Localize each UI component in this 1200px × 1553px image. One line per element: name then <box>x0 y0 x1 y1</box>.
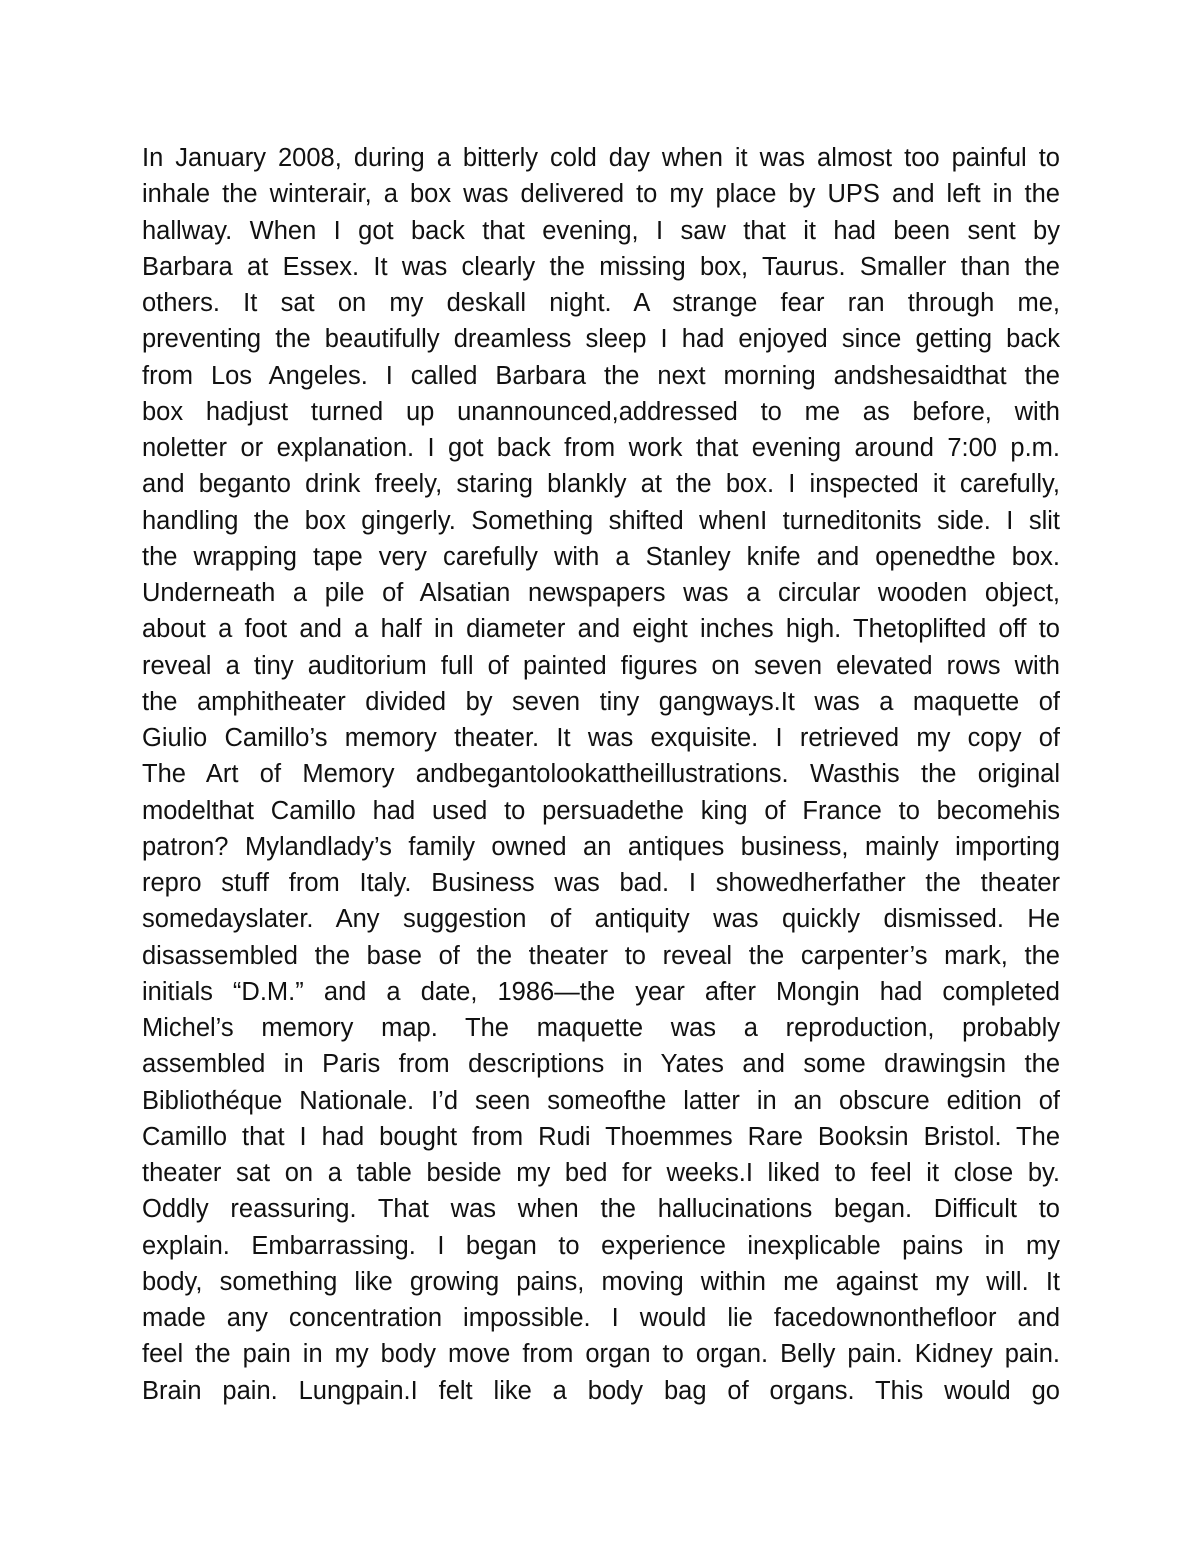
text-line: explain. Embarrassing. I began to experience inexplicable pains in my <box>142 1231 1060 1260</box>
text-line: Bibliothéque Nationale. I’d seen someofthe latter in an obscure edition of <box>142 1086 1060 1115</box>
body-paragraph <box>142 140 1060 1409</box>
text-line: initials “D.M.” and a date, 1986—the year after Mongin had completed <box>142 977 1060 1006</box>
text-line: Giulio Camillo’s memory theater. It was exquisite. I retrieved my copy of <box>142 724 1060 752</box>
text-line: and beganto drink freely, staring blankly at the box. I inspected it carefully, <box>142 470 1060 499</box>
text-line: the wrapping tape very carefully with a Stanley knife and openedthe box. <box>142 542 1060 571</box>
text-line: Underneath a pile of Alsatian newspapers was a circular wooden object, <box>142 579 1060 607</box>
text-line: Oddly reassuring. That was when the hallucinations began. Difficult to <box>142 1195 1060 1224</box>
text-line: about a foot and a half in diameter and eight inches high. Thetoplifted off to <box>142 615 1060 644</box>
text-line: patron? Mylandlady’s family owned an antiques business, mainly importing <box>142 832 1060 861</box>
text-line: reveal a tiny auditorium full of painted figures on seven elevated rows with <box>142 651 1060 680</box>
text-line: hallway. When I got back that evening, I saw that it had been sent by <box>142 216 1060 245</box>
text-line: box hadjust turned up unannounced,addressed to me as before, with <box>142 397 1060 426</box>
text-line: Brain pain. Lungpain.I felt like a body bag of organs. This would go <box>142 1376 1060 1405</box>
text-line: In January 2008, during a bitterly cold day when it was almost too painful to <box>142 144 1060 172</box>
text-line: feel the pain in my body move from organ to organ. Belly pain. Kidney pain. <box>142 1340 1060 1369</box>
text-line: repro stuff from Italy. Business was bad. I showedherfather the theater <box>142 869 1060 897</box>
text-line: inhale the winterair, a box was delivered to my place by UPS and left in the <box>142 180 1060 209</box>
text-line: Michel’s memory map. The maquette was a reproduction, probably <box>142 1014 1060 1042</box>
text-line: noletter or explanation. I got back from work that evening around 7:00 p.m. <box>142 434 1060 462</box>
text-line: The Art of Memory andbegantolookattheillustrations. Wasthis the original <box>142 760 1060 789</box>
text-line: from Los Angeles. I called Barbara the next morning andshesaidthat the <box>142 361 1060 390</box>
text-line: preventing the beautifully dreamless sleep I had enjoyed since getting back <box>142 325 1060 354</box>
text-line: somedayslater. Any suggestion of antiquity was quickly dismissed. He <box>142 905 1060 934</box>
text-line: the amphitheater divided by seven tiny gangways.It was a maquette of <box>142 687 1060 716</box>
text-line: others. It sat on my deskall night. A strange fear ran through me, <box>142 289 1060 317</box>
text-line: body, something like growing pains, moving within me against my will. It <box>142 1267 1060 1296</box>
text-line: Camillo that I had bought from Rudi Thoemmes Rare Booksin Bristol. The <box>142 1122 1060 1151</box>
text-line: handling the box gingerly. Something shifted whenI turneditonits side. I slit <box>142 506 1060 535</box>
text-line: modelthat Camillo had used to persuadethe king of France to becomehis <box>142 796 1060 825</box>
text-line: disassembled the base of the theater to reveal the carpenter’s mark, the <box>142 941 1060 970</box>
text-line: theater sat on a table beside my bed for weeks.I liked to feel it close by. <box>142 1159 1060 1187</box>
text-line: Barbara at Essex. It was clearly the missing box, Taurus. Smaller than the <box>142 252 1060 281</box>
text-line: made any concentration impossible. I would lie facedownonthefloor and <box>142 1304 1060 1332</box>
text-line: assembled in Paris from descriptions in Yates and some drawingsin the <box>142 1050 1060 1079</box>
